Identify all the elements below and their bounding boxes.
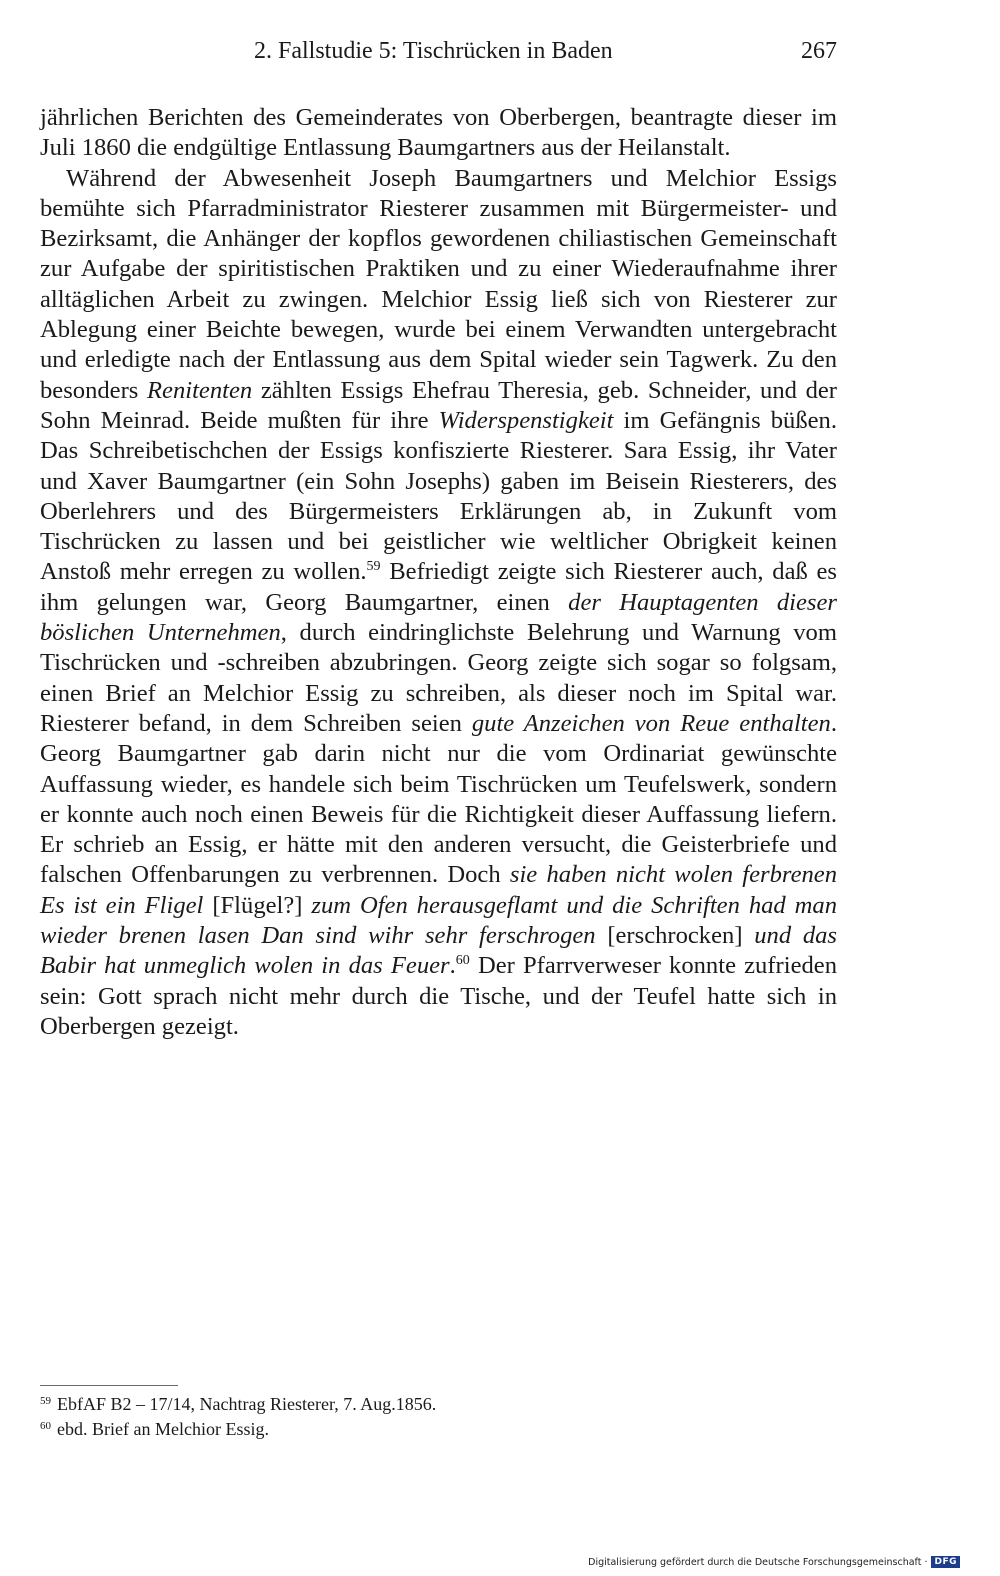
text-run: . xyxy=(449,952,456,980)
footnote-separator xyxy=(40,1385,178,1386)
text-run: Während der Abwesenheit Joseph Baumgartners und Melchior Essigs bemühte sich Pfarradministrator Riesterer zusammen mit Bürgermeister- und Bezirksamt, die Anhänger der kopflos gewordenen chiliastischen Gemeinschaft zur Aufgabe der spiritistischen Praktiken und zu einer Wiederaufnahme ihrer alltäglichen Arbeit zu zwingen. Melchior Essig ließ sich von Riesterer zur Ablegung einer Beichte bewegen, wurde bei einem Verwandten untergebracht und erledigte nach der Entlassung aus dem Spital wieder sein Tagwerk. Zu den besonders xyxy=(40,164,837,404)
text-run: . Georg Baumgartner gab darin nicht nur die vom Ordinariat gewünschte Auffassung wieder, es handele sich beim Tischrücken um Teufelswerk, sondern er konnte auch noch einen Beweis für die Richtigkeit dieser Auffassung liefern. Er schrieb an Essig, er hätte mit den anderen versucht, die Geisterbriefe und falschen Offenbarungen zu verbrennen. Doch xyxy=(40,709,837,889)
footnote-60 xyxy=(40,1417,837,1442)
italic-quote: Widerspenstigkeit xyxy=(438,406,614,434)
footnote-text: EbfAF B2 – 17/14, Nachtrag Riesterer, 7. Aug.1856. xyxy=(57,1394,437,1414)
italic-quote: zum Ofen herausgeflamt und die Schriften had man wieder brenen lasen Dan sind wihr sehr ferschrogen xyxy=(40,891,837,950)
page-number: 267 xyxy=(801,38,837,64)
paragraph xyxy=(40,164,837,1043)
footnotes xyxy=(40,1392,837,1442)
text-run: im Gefängnis büßen. Das Schreibetischchen der Essigs konfiszierte Riesterer. Sara Essig, ihr Vater und Xaver Baumgartner (ein Sohn Josephs) gaben im Beisein Riesterers, des Oberlehrers und des Bürgermeisters Erklärungen ab, in Zukunft vom Tischrücken zu lassen und bei geistlicher wie weltlicher Obrigkeit keinen Anstoß mehr erregen zu wollen. xyxy=(40,406,837,586)
italic-quote: Renitenten xyxy=(147,376,253,404)
text-run: jährlichen Berichten des Gemeinderates von Oberbergen, beantragte dieser im Juli 1860 die endgültige Entlassung Baumgartners aus der Heilanstalt. xyxy=(40,104,837,162)
italic-quote: und das Babir hat unmeglich wolen in das Feuer xyxy=(40,922,837,980)
footnote-reference: 60 xyxy=(455,953,470,969)
running-title: 2. Fallstudie 5: Tischrücken in Baden xyxy=(254,38,613,64)
italic-quote: sie haben nicht wolen ferbrenen Es ist ein Fligel xyxy=(40,861,837,919)
text-run: Der Pfarrverweser konnte zufrieden sein: Gott sprach nicht mehr durch die Tische, und der Teufel hatte sich in Oberbergen gezeigt. xyxy=(40,952,837,1040)
text-run: [erschrocken] xyxy=(595,922,755,950)
digitization-note xyxy=(588,1556,960,1568)
text-run: zählten Essigs Ehefrau Theresia, geb. Schneider, und der Sohn Meinrad. Beide mußten für ihre xyxy=(40,376,837,434)
italic-quote: der Hauptagenten dieser böslichen Unternehmen xyxy=(40,588,837,647)
footnote-reference: 59 xyxy=(366,559,381,575)
footnote-59 xyxy=(40,1392,837,1417)
digitization-text: Digitalisierung gefördert durch die Deutsche Forschungsgemeinschaft · xyxy=(588,1556,928,1568)
dfg-logo: DFG xyxy=(931,1556,960,1568)
italic-quote: gute Anzeichen von Reue enthalten xyxy=(471,709,831,737)
footnote-number: 60 xyxy=(40,1420,51,1432)
footnote-number: 59 xyxy=(40,1395,51,1407)
footnote-text: ebd. Brief an Melchior Essig. xyxy=(57,1419,269,1439)
body-text xyxy=(40,103,837,1042)
paragraph xyxy=(40,103,837,164)
text-run: [Flügel?] xyxy=(203,891,312,919)
text-run: Befriedigt zeigte sich Riesterer auch, daß es ihm gelungen war, Georg Baumgartner, einen xyxy=(40,558,838,616)
text-run: , durch eindringlichste Belehrung und Warnung vom Tischrücken und -schreiben abzubringen. Georg zeigte sich sogar so folgsam, einen Brief an Melchior Essig zu schreiben, als dieser noch im Spital war. Riesterer befand, in dem Schreiben seien xyxy=(40,619,837,737)
